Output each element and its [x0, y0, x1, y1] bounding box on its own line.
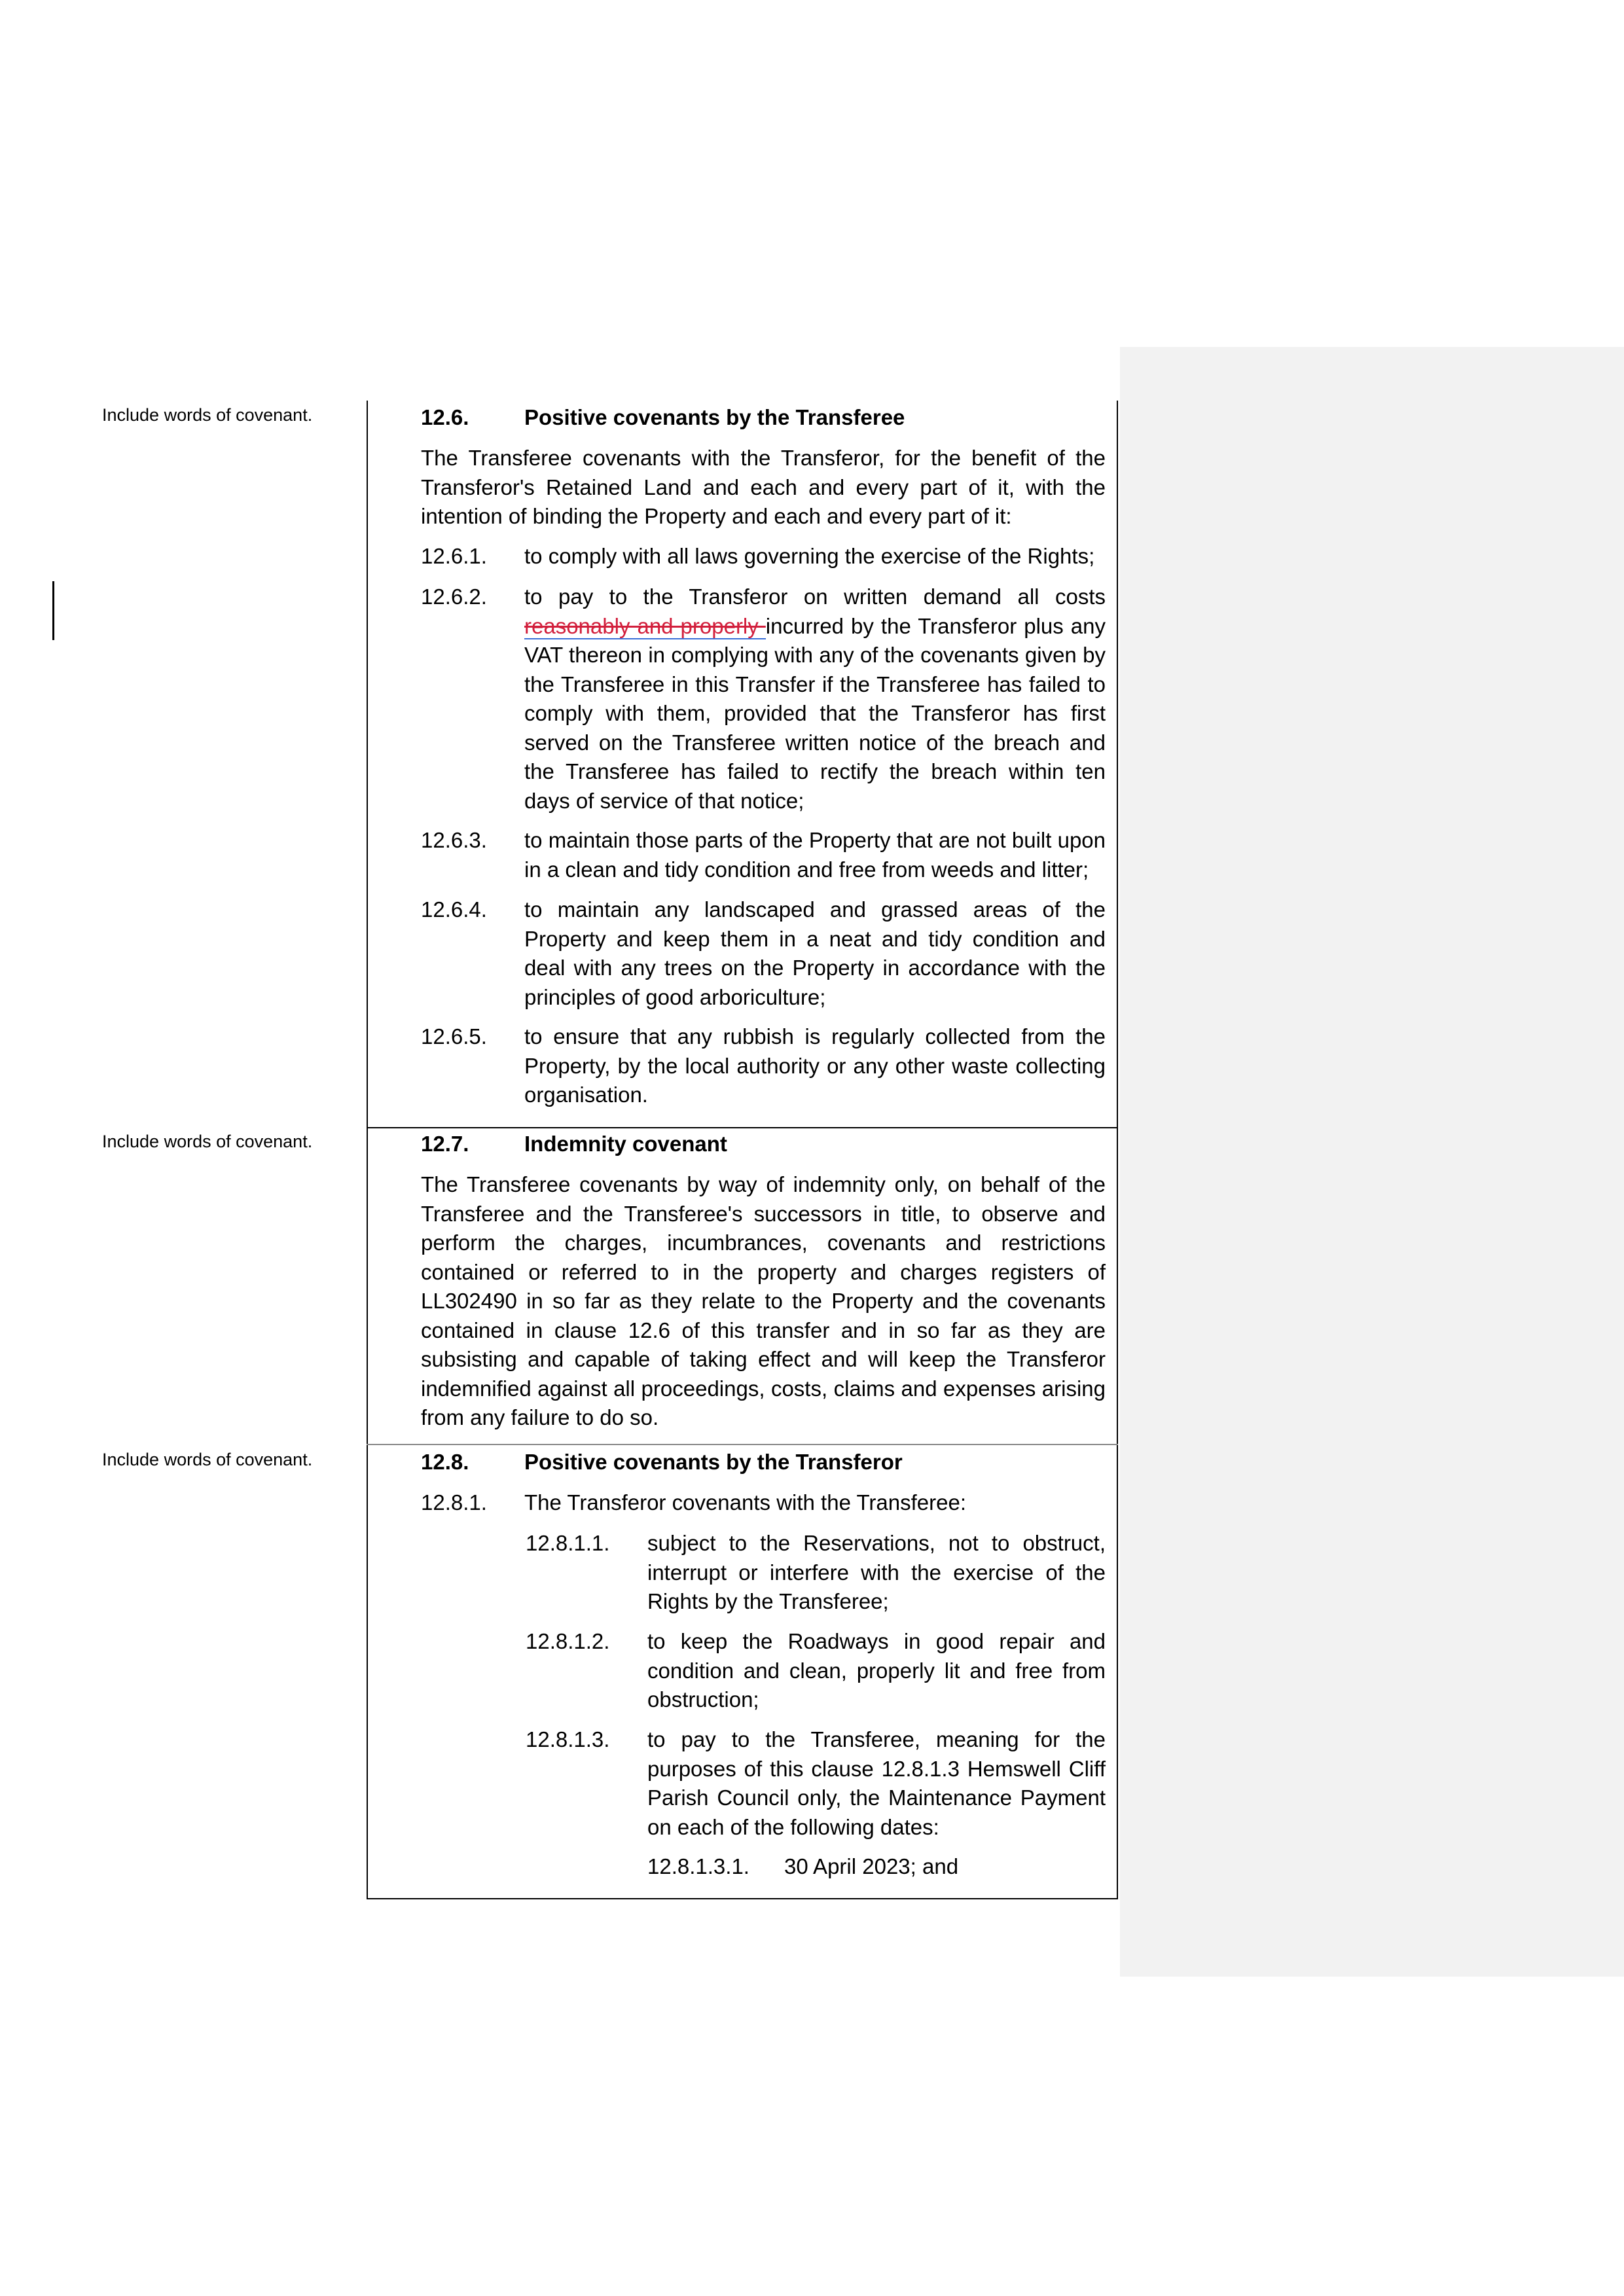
subitem-number: 12.8.1.2. — [526, 1629, 610, 1653]
item-number: 12.6.5. — [421, 1024, 487, 1049]
subitem-text: to keep the Roadways in good repair and condition and clean, properly lit and free from obstruction; — [647, 1629, 1106, 1712]
subsubitem-number: 12.8.1.3.1. — [647, 1854, 749, 1878]
item-text: to comply with all laws governing the exercise of the Rights; — [524, 544, 1095, 568]
item-number: 12.6.1. — [421, 544, 487, 568]
item-number: 12.6.3. — [421, 828, 487, 852]
clause-intro: The Transferee covenants with the Transferor, for the benefit of the Transferor's Retained Land and each and every part of it, with the intention of binding the Property and each and every part of it: — [421, 446, 1106, 528]
clause-heading: Positive covenants by the Transferor — [524, 1450, 903, 1474]
item-text — [524, 583, 1106, 816]
subsubitem-text: 30 April 2023; and — [784, 1854, 959, 1878]
item-number: 12.6.4. — [421, 897, 487, 922]
clause-number: 12.6. — [421, 405, 469, 429]
change-bar — [52, 581, 54, 640]
margin-note: Include words of covenant. — [102, 1450, 313, 1469]
subitem-number: 12.8.1.3. — [526, 1727, 610, 1751]
item-text: to maintain those parts of the Property that are not built upon in a clean and tidy condition and free from weeds and litter; — [524, 828, 1106, 882]
item-number: 12.8.1. — [421, 1490, 487, 1515]
subitem-number: 12.8.1.1. — [526, 1531, 610, 1555]
clause-number: 12.7. — [421, 1132, 469, 1156]
item-text-start: to pay to the Transferor on written demand all costs — [524, 584, 1106, 609]
clause-heading: Indemnity covenant — [524, 1132, 727, 1156]
clause-body: The Transferee covenants by way of indemnity only, on behalf of the Transferee and the Transferee's successors in title, to observe and perform the charges, incumbrances, covenants and restrictions contained or referred to in the property and charges registers of LL302490 in so far as they relate to the Property and the covenants contained in clause 12.6 of this transfer and in so far as they are subsisting and capable of taking effect and will keep the Transferor indemnified against all proceedings, costs, claims and expenses arising from any failure to do so. — [421, 1172, 1106, 1429]
item-text: to ensure that any rubbish is regularly collected from the Property, by the local authority or any other waste collecting organisation. — [524, 1024, 1106, 1107]
margin-note: Include words of covenant. — [102, 405, 313, 425]
subitem-text: to pay to the Transferee, meaning for the purposes of this clause 12.8.1.3 Hemswell Cliff Parish Council only, the Maintenance Payment on each of the following dates: — [647, 1727, 1106, 1839]
clause-heading: Positive covenants by the Transferee — [524, 405, 905, 429]
row-divider — [367, 1127, 1118, 1128]
margin-note: Include words of covenant. — [102, 1132, 313, 1151]
row-divider — [367, 1444, 1118, 1445]
clause-number: 12.8. — [421, 1450, 469, 1474]
subitem-text: subject to the Reservations, not to obstruct, interrupt or interfere with the exercise of the Rights by the Transferee; — [647, 1531, 1106, 1613]
item-text-rest: incurred by the Transferor plus any VAT thereon in complying with any of the covenants given by the Transferee in this Transfer if the Transferee has failed to comply with them, provided that the Transferor has first served on the Transferee written notice of the breach and the Transferee has failed to rectify the breach within ten days of service of that notice; — [524, 613, 1106, 813]
item-text: The Transferor covenants with the Transferee: — [524, 1490, 967, 1515]
comment-pane — [1120, 347, 1624, 1977]
item-number: 12.6.2. — [421, 584, 487, 609]
tracked-deletion: reasonably and properly — [524, 613, 766, 638]
item-text: to maintain any landscaped and grassed areas of the Property and keep them in a neat and tidy condition and deal with any trees on the Property in accordance with the principles of good arboriculture; — [524, 897, 1106, 1009]
